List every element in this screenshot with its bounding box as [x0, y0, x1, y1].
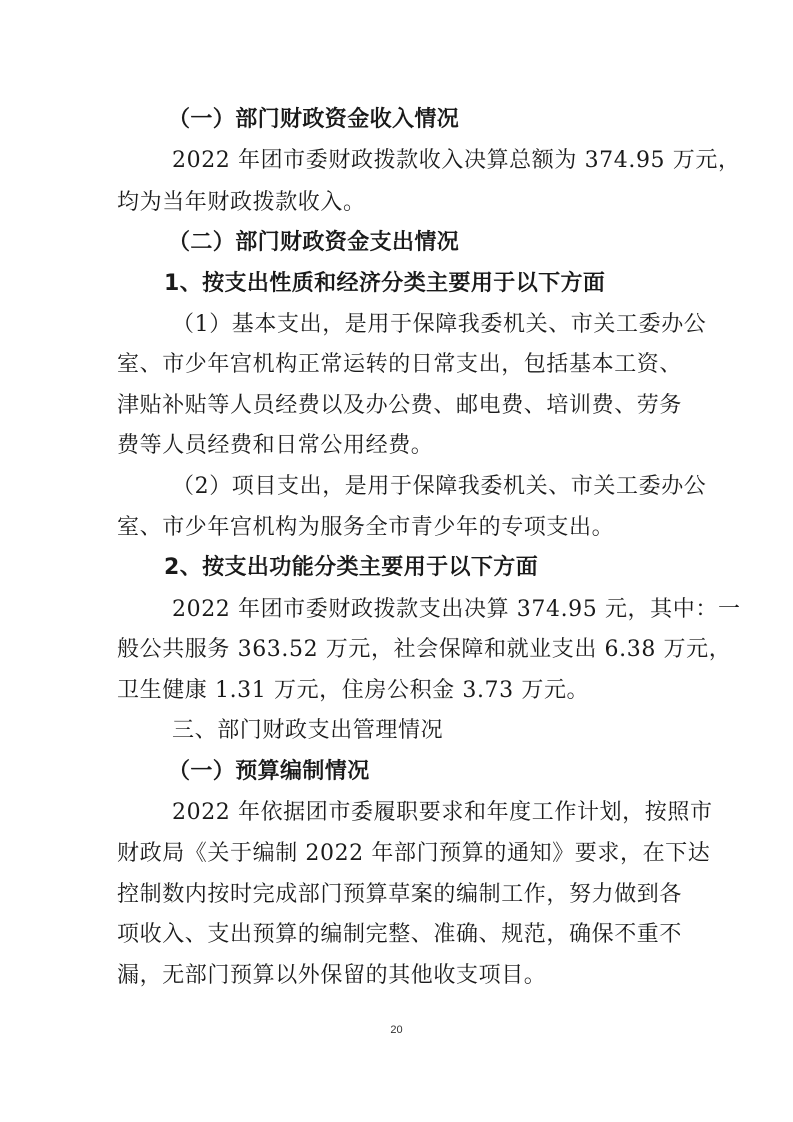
paragraph-budget-line-3: 控制数内按时完成部门预算草案的编制工作，努力做到各 — [117, 882, 683, 907]
paragraph-functional-line-3: 卫生健康 1.31 万元，住房公积金 3.73 万元。 — [117, 678, 590, 703]
paragraph-revenue-line-2: 均为当年财政拨款收入。 — [117, 190, 366, 215]
heading-expenditure: （二）部门财政资金支出情况 — [168, 230, 460, 255]
paragraph-basic-expenditure-line-2: 室、市少年宫机构正常运转的日常支出，包括基本工资、 — [117, 352, 683, 377]
paragraph-budget-line-5: 漏，无部门预算以外保留的其他收支项目。 — [117, 963, 547, 988]
heading-budget-preparation: （一）预算编制情况 — [168, 759, 370, 784]
subheading-functional-classification: 2、按支出功能分类主要用于以下方面 — [164, 555, 539, 580]
paragraph-functional-line-1: 2022 年团市委财政拨款支出决算 374.95 元，其中：一 — [172, 597, 741, 622]
paragraph-revenue-line-1: 2022 年团市委财政拨款收入决算总额为 374.95 万元， — [172, 148, 741, 173]
paragraph-basic-expenditure-line-1: （1）基本支出，是用于保障我委机关、市关工委办公 — [172, 312, 707, 337]
paragraph-budget-line-4: 项收入、支出预算的编制完整、准确、规范，确保不重不 — [117, 922, 683, 947]
heading-revenue: （一）部门财政资金收入情况 — [168, 107, 460, 132]
paragraph-project-expenditure-line-2: 室、市少年宫机构为服务全市青少年的专项支出。 — [117, 515, 615, 540]
paragraph-budget-line-1: 2022 年依据团市委履职要求和年度工作计划，按照市 — [172, 800, 713, 825]
paragraph-functional-line-2: 般公共服务 363.52 万元，社会保障和就业支出 6.38 万元， — [117, 637, 732, 662]
section-heading-management: 三、部门财政支出管理情况 — [172, 718, 444, 743]
paragraph-basic-expenditure-line-3: 津贴补贴等人员经费以及办公费、邮电费、培训费、劳务 — [117, 393, 683, 418]
paragraph-budget-line-2: 财政局《关于编制 2022 年部门预算的通知》要求，在下达 — [117, 841, 711, 866]
paragraph-project-expenditure-line-1: （2）项目支出，是用于保障我委机关、市关工委办公 — [172, 474, 707, 499]
subheading-economic-classification: 1、按支出性质和经济分类主要用于以下方面 — [164, 271, 606, 296]
page-number: 20 — [390, 1024, 403, 1036]
paragraph-basic-expenditure-line-4: 费等人员经费和日常公用经费。 — [117, 433, 434, 458]
